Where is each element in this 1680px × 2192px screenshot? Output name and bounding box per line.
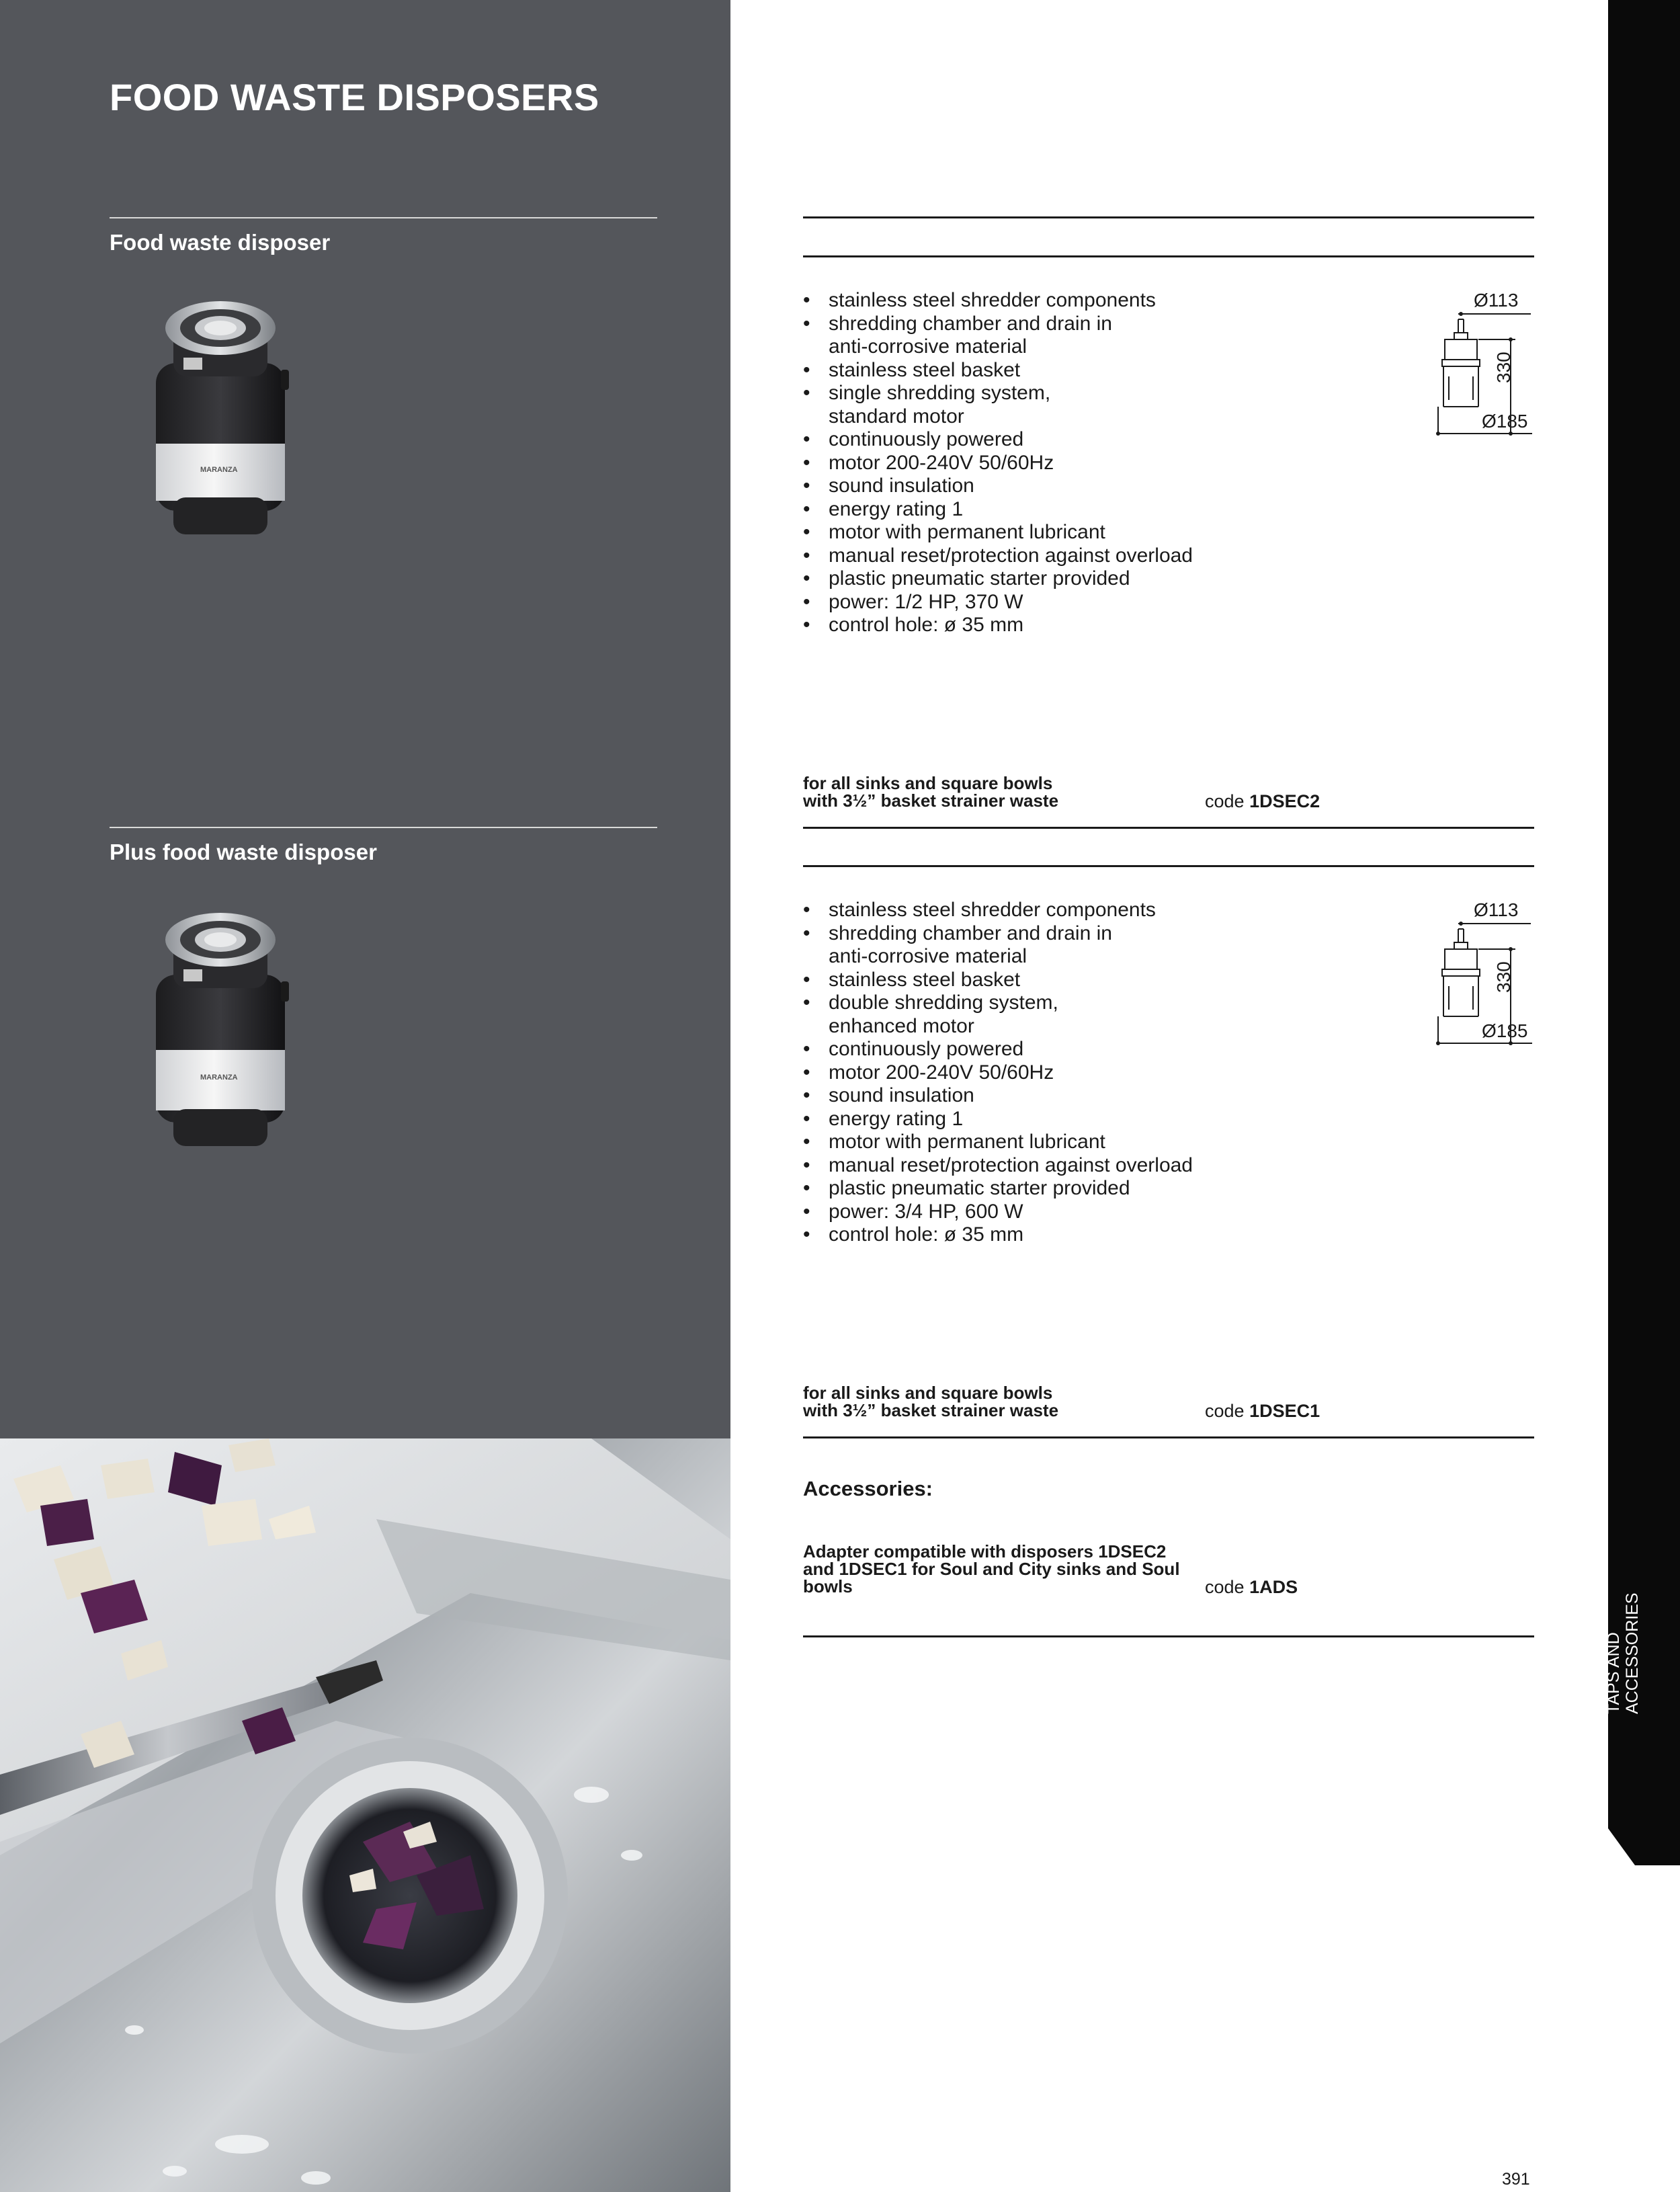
section-divider (110, 827, 657, 828)
accessory-code (1205, 1577, 1298, 1598)
feature-item: • double shredding system, (803, 991, 1287, 1015)
side-tab-line: ACCESSORIES (1623, 1592, 1642, 1714)
feature-item: • plastic pneumatic starter provided (803, 1177, 1287, 1201)
feature-item: • manual reset/protection against overload (803, 1154, 1287, 1178)
feature-item: • energy rating 1 (803, 1108, 1287, 1131)
feature-item: • continuously powered (803, 1038, 1287, 1061)
code-value: 1DSEC2 (1249, 791, 1320, 811)
feature-item: • manual reset/protection against overload (803, 544, 1287, 568)
suitability-line: for all sinks and square bowls (803, 1383, 1053, 1403)
product-code-2 (1205, 1401, 1320, 1422)
feature-item: • energy rating 1 (803, 498, 1287, 522)
dim-top-diameter: Ø113 (1474, 899, 1519, 920)
suitability-note-1 (803, 774, 1179, 809)
section-rule (803, 1436, 1534, 1438)
left-panel (0, 0, 730, 1438)
feature-item: anti-corrosive material (829, 945, 1027, 967)
suitability-note-2 (803, 1384, 1179, 1419)
side-tab (1608, 0, 1680, 1865)
section-rule (803, 216, 1534, 218)
suitability-line: with 3½” basket strainer waste (803, 1400, 1059, 1420)
feature-item: • stainless steel shredder components (803, 289, 1287, 313)
product-code-1 (1205, 791, 1320, 812)
product-heading-1: Food waste disposer (110, 230, 331, 255)
accessory-line: Adapter compatible with disposers 1DSEC2 (803, 1541, 1167, 1561)
accessory-description (803, 1543, 1206, 1595)
code-label: code (1205, 1577, 1245, 1597)
feature-list-2 (803, 899, 1287, 1247)
section-rule (803, 865, 1534, 867)
feature-item: anti-corrosive material (829, 335, 1027, 358)
page-title: FOOD WASTE DISPOSERS (110, 76, 599, 118)
section-rule (803, 255, 1534, 257)
dim-height: 330 (1493, 352, 1514, 383)
feature-item: • power: 1/2 HP, 370 W (803, 591, 1287, 614)
feature-item: • sound insulation (803, 475, 1287, 498)
feature-item: • control hole: ø 35 mm (803, 1223, 1287, 1247)
side-tab-label (1604, 1592, 1642, 1714)
code-value: 1DSEC1 (1249, 1401, 1320, 1421)
accessory-line: and 1DSEC1 for Soul and City sinks and Soul (803, 1559, 1180, 1579)
disposer-image-1 (146, 296, 294, 544)
feature-list-1 (803, 289, 1287, 637)
feature-item: • sound insulation (803, 1084, 1287, 1108)
feature-item: • control hole: ø 35 mm (803, 614, 1287, 637)
sink-photo (0, 1438, 730, 2192)
feature-item: • motor with permanent lubricant (803, 1131, 1287, 1154)
feature-item: • power: 3/4 HP, 600 W (803, 1201, 1287, 1224)
feature-item: enhanced motor (829, 1014, 974, 1037)
section-divider (110, 217, 657, 218)
feature-item: standard motor (829, 405, 964, 428)
accessory-line: bowls (803, 1576, 853, 1596)
svg-text:MARANZA: MARANZA (200, 1073, 238, 1082)
page-number: 391 (1502, 2170, 1530, 2189)
feature-item: • plastic pneumatic starter provided (803, 567, 1287, 591)
feature-item: • motor with permanent lubricant (803, 521, 1287, 544)
feature-item: • shredding chamber and drain in (803, 313, 1287, 336)
dim-top-diameter: Ø113 (1474, 290, 1519, 311)
dim-height: 330 (1493, 961, 1514, 993)
side-tab-line: TAPS AND (1604, 1632, 1623, 1714)
feature-item: • motor 200-240V 50/60Hz (803, 452, 1287, 475)
dim-bottom-diameter: Ø185 (1482, 1020, 1528, 1041)
feature-item: • single shredding system, (803, 382, 1287, 405)
feature-item: • stainless steel shredder components (803, 899, 1287, 922)
feature-item: • shredding chamber and drain in (803, 922, 1287, 946)
section-rule (803, 827, 1534, 829)
feature-item: • continuously powered (803, 428, 1287, 452)
disposer-image-2 (146, 907, 294, 1156)
section-rule (803, 1635, 1534, 1637)
accessories-heading: Accessories: (803, 1477, 933, 1500)
suitability-line: with 3½” basket strainer waste (803, 790, 1059, 811)
code-label: code (1205, 1401, 1245, 1421)
feature-item: • stainless steel basket (803, 359, 1287, 382)
suitability-line: for all sinks and square bowls (803, 773, 1053, 793)
code-value: 1ADS (1249, 1577, 1298, 1597)
dim-bottom-diameter: Ø185 (1482, 411, 1528, 432)
svg-text:MARANZA: MARANZA (200, 466, 238, 474)
product-heading-2: Plus food waste disposer (110, 840, 377, 864)
feature-item: • stainless steel basket (803, 969, 1287, 992)
code-label: code (1205, 791, 1245, 811)
feature-item: • motor 200-240V 50/60Hz (803, 1061, 1287, 1085)
